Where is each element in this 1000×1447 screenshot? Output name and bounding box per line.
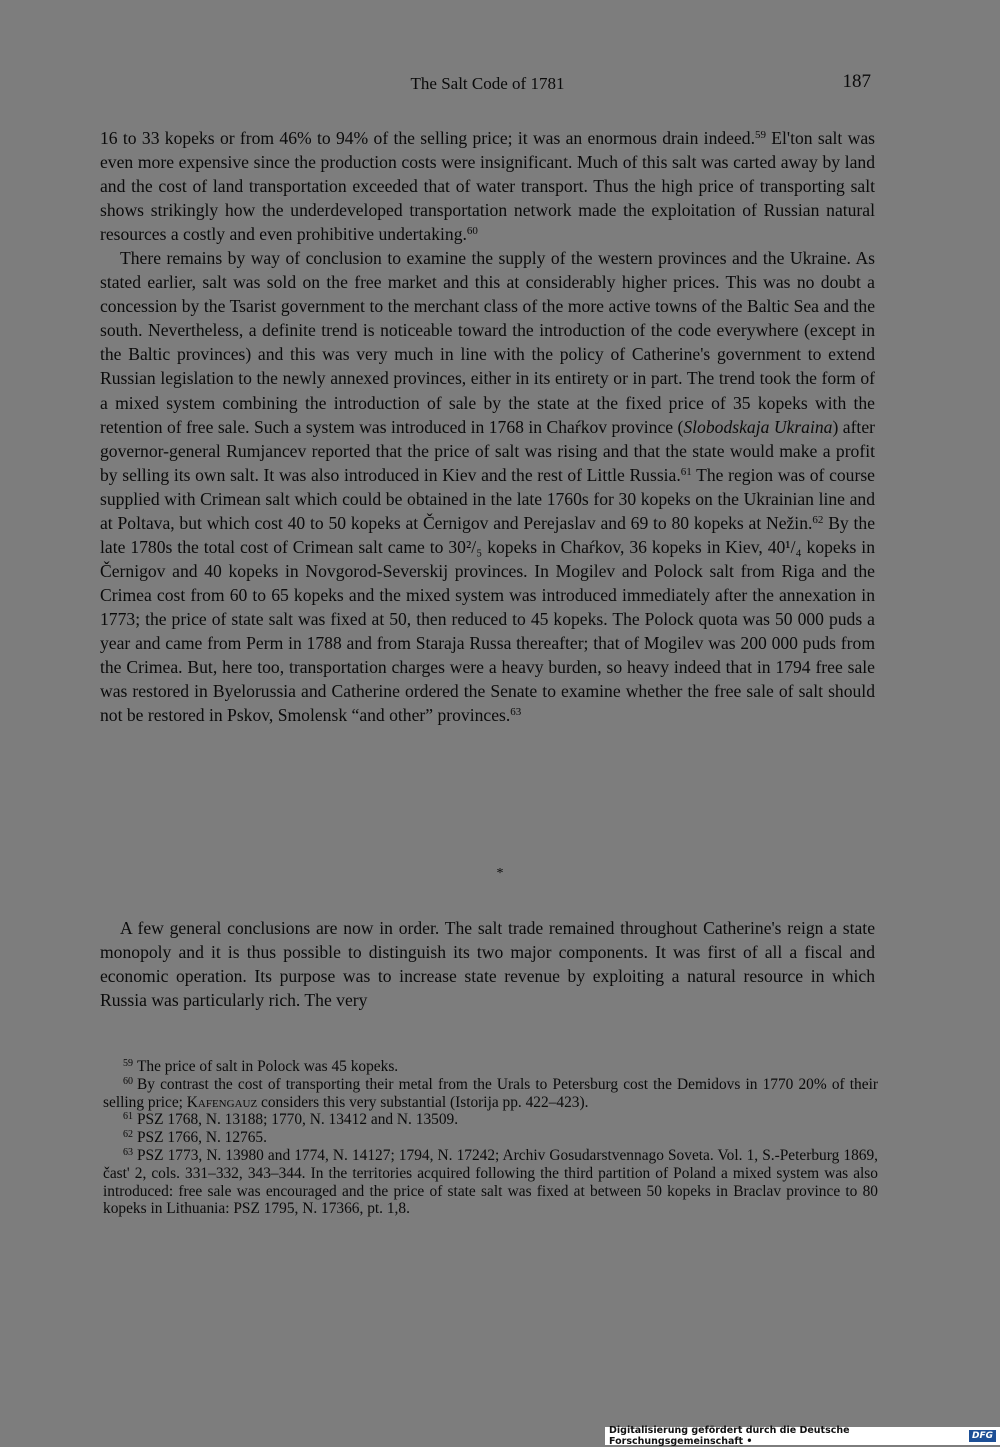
footnote-ref: 59 <box>754 129 766 141</box>
footer-text: Digitalisierung gefördert durch die Deutsche Forschungsgemeinschaft • <box>609 1425 850 1447</box>
footnote-text: PSZ 1766, N. 12765. <box>137 1129 267 1147</box>
footnote-text: The price of salt in Polock was 45 kopeks. <box>137 1058 399 1075</box>
footnote-63 <box>103 1147 878 1218</box>
paragraph-text: 16 to 33 kopeks or from 46% to 94% of the selling price; it was an enormous drain indeed. <box>100 128 755 148</box>
footnote-text: PSZ 1773, N. 13980 and 1774, N. 14127; 1794, N. 17242; Archiv Gosudarstvennago Soveta. Vol. 1, S.-Peterburg 1869, čast' 2, cols. 331–332, 343–344. In the territories acquired following the third partition of Poland a mixed system was also introduced: free sale was encouraged and the price of state salt was fixed at between 50 kopeks in Braclav province to 80 kopeks in Lithuania: PSZ 1795, N. 17366, pt. 1,8. <box>103 1146 878 1218</box>
section-separator: * <box>496 866 504 881</box>
footnote-text: PSZ 1768, N. 13188; 1770, N. 13412 and N. 13509. <box>137 1111 459 1129</box>
footnote-59 <box>103 1058 878 1076</box>
main-text <box>100 126 875 727</box>
digitization-footer <box>605 1427 1000 1445</box>
italic-term: Slobodskaja Ukraina <box>683 416 833 437</box>
footnote-ref: 63 <box>510 706 522 719</box>
footnote-number: 59 <box>123 1058 133 1069</box>
footnote-60 <box>103 1076 878 1112</box>
main-text-continued <box>100 916 875 1012</box>
paragraph-text: By the late 1780s the total cost of Crimean salt came to 30²/₅ kopeks in Chaŕkov, 36 kopeks in Kiev, 40¹/₄ kopeks in Černigov and 40 kopeks in Novgorod-Severskij provinces. In Mogilev and Polock salt from Riga and the Crimea cost from 60 to 65 kopeks and the mixed system was introduced immediately after the annexation in 1773; the price of state salt was fixed at 50, then reduced to 45 kopeks. The Polock quota was 50 000 puds a year and came from Perm in 1788 and from Staraja Russa thereafter; that of Mogilev was 200 000 puds from the Crimea. But, here too, transportation charges were a heavy burden, so heavy indeed that in 1794 free sale was restored in Byelorussia and Catherine ordered the Senate to examine whether the free sale of salt should not be restored in Pskov, Smolensk “and other” provinces. <box>100 512 875 726</box>
paragraph-1 <box>100 126 875 246</box>
footnotes <box>103 1058 878 1218</box>
footnote-number: 62 <box>123 1129 133 1141</box>
footnote-ref: 62 <box>812 513 824 526</box>
footnote-number: 63 <box>123 1146 133 1158</box>
paragraph-2 <box>100 246 875 727</box>
paragraph-3: A few general conclusions are now in order. The salt trade remained throughout Catherine's reign a state monopoly and it is thus possible to distinguish its two major components. It was first of all a fiscal and economic operation. Its purpose was to increase state revenue by exploiting a natural resource in which Russia was particularly rich. The very <box>100 918 875 1010</box>
footnote-61 <box>103 1111 878 1129</box>
footnote-number: 60 <box>123 1075 133 1087</box>
dfg-logo: DFG <box>969 1430 996 1442</box>
page-header <box>100 71 875 98</box>
page-number: 187 <box>842 71 871 92</box>
paragraph-text: The region was of course supplied with Crimean salt which could be obtained in the late 1760s for 30 kopeks on the Ukrainian line and at Poltava, but which cost 40 to 50 kopeks at Černigov and Perejaslav and 69 to 80 kopeks at Nežin. <box>100 464 875 533</box>
paragraph-text: El'ton salt was even more expensive since the production costs were insignificant. Much of this salt was carted away by land and the cost of land transportation exceeded that of water transport. Thus the high price of transporting salt shows strikingly how the underdeveloped transportation network made the exploitation of Russian natural resources a costly and even prohibitive undertaking. <box>100 128 875 245</box>
footnote-text: By contrast the cost of transporting their metal from the Urals to Petersburg cost the Demidovs in 1770 20% of their selling price; <box>103 1075 878 1111</box>
footnote-number: 61 <box>123 1111 133 1123</box>
footnote-text: considers this very substantial (Istorija pp. 422–423). <box>257 1093 589 1111</box>
footnote-ref: 61 <box>680 465 692 478</box>
footnote-62 <box>103 1129 878 1147</box>
paragraph-text: ) after governor-general Rumjancev reported that the price of salt was rising and that the state would make a profit by selling its own salt. It was also introduced in Kiev and the rest of Little Russia. <box>100 416 875 485</box>
author-name: Kafengauz <box>186 1093 258 1111</box>
running-title: The Salt Code of 1781 <box>410 74 565 93</box>
footnote-ref: 60 <box>466 225 478 238</box>
paragraph-text: There remains by way of conclusion to examine the supply of the western provinces and the Ukraine. As stated earlier, salt was sold on the free market and this at considerably higher prices. This was no doubt a concession by the Tsarist government to the merchant class of the more active towns of the Baltic Sea and the south. Nevertheless, a definite trend is noticeable toward the introduction of the code everywhere (except in the Baltic provinces) and this was very much in line with the policy of Catherine's government to extend Russian legislation to the newly annexed provinces, either in its entirety or in part. The trend took the form of a mixed system combining the introduction of sale by the state at the fixed price of 35 kopeks with the retention of free sale. Such a system was introduced in 1768 in Chaŕkov province ( <box>100 248 875 437</box>
